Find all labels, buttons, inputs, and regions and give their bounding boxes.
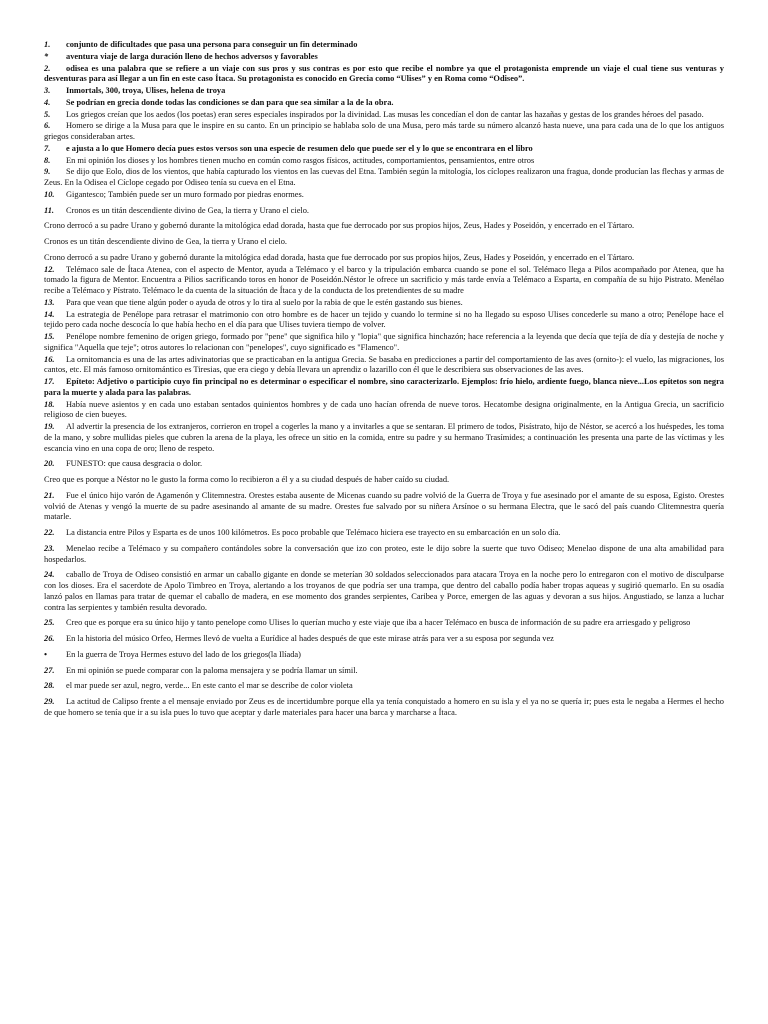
answer-paragraph <box>44 377 724 399</box>
answer-number: 6. <box>44 121 51 131</box>
answer-number: 16. <box>44 354 55 364</box>
answer-paragraph <box>44 681 724 692</box>
answer-number: 3. <box>44 86 51 95</box>
answer-text: FUNESTO: que causa desgracia o dolor. <box>66 459 203 469</box>
answer-text: odisea es una palabra que se refiere a un viaje con sus pros y sus contras es por esto que recibe el nombre ya que el protagonista emprende un viaje el cual tiene sus venturas y desventuras para así llegar a un fin en este caso Ítaca. Su protagonista es conocido en Grecia como “Ulises” y en Roma como “Odiseo”. <box>44 63 724 84</box>
answer-text: Fue el único hijo varón de Agamenón y Clitemnestra. Orestes estaba ausente de Micenas cuando su padre volvió de la Guerra de Troya y fue asesinado por el amante de su esposa, Egisto. Orestes volvió de Atenas y vengó la muerte de su padre asesinando al amante de su madre. Orestes fue salvado por su niñera Arsínoe o su hermana Electra, que le sacó del país cuando Clitemnestra quería matarle. <box>44 490 724 522</box>
answer-text: En la guerra de Troya Hermes estuvo del lado de los griegos(la Ilíada) <box>66 649 301 659</box>
answer-text: Inmortals, 300, troya, Ulises, helena de troya <box>66 86 226 95</box>
answer-paragraph <box>44 64 724 86</box>
answer-number: 19. <box>44 422 55 431</box>
answer-text: Cronos es un titán descendiente divino de Gea, la tierra y Urano el cielo. <box>44 237 288 246</box>
answer-paragraph <box>44 167 724 189</box>
answer-text: En mi opinión los dioses y los hombres tienen mucho en común como rasgos físicos, actitudes, comportamientos, pensamientos, entre otros <box>66 155 535 165</box>
answer-paragraph <box>44 206 724 217</box>
answer-number: 18. <box>44 399 55 409</box>
answer-text: Homero se dirige a la Musa para que le inspire en su canto. En un principio se hablaba solo de una Musa, pero más tarde su número alcanzó hasta nueve, una para cada una de lo que los antiguos griegos consideraban artes. <box>44 121 724 141</box>
answer-paragraph <box>44 459 724 470</box>
answer-text: La estrategia de Penélope para retrasar el matrimonio con otro hombre es de hacer un tejido y cuando lo termine si no ha llegado su esposo Ulises concederle su mano a otro; Penélope hace el tejido pero cada noche descocía lo que había hecho en el día para que Ulises tuviera tiempo de volver. <box>44 309 724 330</box>
answer-text: Al advertir la presencia de los extranjeros, corrieron en tropel a cogerles la mano y a invitarles a que se sentaran. El primero de todos, Pisístrato, hijo de Néstor, se acercó a los huéspedes, les toma de la mano, y sobre mullidas pieles que cubren la arena de la playa, les ofrece un sitio en la comida, entre su padre y su hermano Trasímides; a continuación les presenta una parte de las víctimas y les escancia vino en una copa de oro; lleno de respeto. <box>44 422 724 453</box>
answer-text: Se podrían en grecia donde todas las condiciones se dan para que sea similar a la de la obra. <box>66 97 394 107</box>
answer-text: Crono derrocó a su padre Urano y gobernó durante la mitológica edad dorada, hasta que fue derrocado por sus propios hijos, Zeus, Hades y Poseidón, y encerrado en el Tártaro. <box>44 221 635 231</box>
answer-text: En la historia del músico Orfeo, Hermes llevó de vuelta a Eurídice al hades después de que este mirase atrás para ver a su esposa por segunda vez <box>66 634 554 643</box>
answer-paragraph <box>44 355 724 377</box>
answer-paragraph <box>44 156 724 167</box>
answer-paragraph <box>44 98 724 109</box>
answer-text: Creo que es porque era su único hijo y tanto penelope como Ulises lo querían mucho y este viaje que iba a hacer Telémaco en busca de información de su padre era arriesgado y peligroso <box>66 618 691 628</box>
answer-number: 15. <box>44 332 55 341</box>
answer-number: • <box>44 649 47 659</box>
answer-number: 23. <box>44 543 55 553</box>
answer-number: 25. <box>44 618 55 628</box>
answer-number: 9. <box>44 167 51 177</box>
answer-number: 13. <box>44 297 55 307</box>
answer-number: 14. <box>44 309 55 319</box>
answer-paragraph <box>44 190 724 201</box>
answer-number: 20. <box>44 459 55 469</box>
answer-text: Telémaco sale de Ítaca Atenea, con el aspecto de Mentor, ayuda a Telémaco y el barco y la tripulación embarca cuando se pone el sol. Telémaco llega a Pilos acompañado por Atenea, que ha tomado la figura de Mentor. Encuentra a Pilios sacrificando toros en honor de Poseidón.Néstor le ofrece un sacrificio y más tarde envía a Telémaco a Esparta, en compañía de su hijo Pistrato. Menélao recibe a Telémaco y Pístrato. Telémaco le da cuenta de la situación de Ítaca y de la conducta de los pretendientes de su madre <box>44 264 724 295</box>
answer-number: 17. <box>44 377 55 386</box>
answer-paragraph <box>44 265 724 297</box>
answer-text: aventura viaje de larga duración lleno de hechos adversos y favorables <box>66 51 318 61</box>
answer-text: En mi opinión se puede comparar con la paloma mensajera y se podría llamar un símil. <box>66 665 358 675</box>
answer-number: 2. <box>44 63 51 73</box>
answer-text: La ornitomancia es una de las artes adivinatorias que se practicaban en la antigua Grecia. Se basaba en predicciones a partir del comportamiento de las aves (ornito-): el vuelo, las migraciones, los cantos, etc. El más famoso ornitomántico es Tiresias, que era ciego y debía llevara un aprendiz o lazarillo con él que le describiera sus observaciones de las aves. <box>44 354 724 375</box>
answer-paragraph <box>44 253 724 264</box>
answer-number: 8. <box>44 155 51 165</box>
answer-paragraph <box>44 110 724 121</box>
answer-paragraph <box>44 144 724 155</box>
answer-paragraph <box>44 332 724 354</box>
answer-number: 4. <box>44 97 51 107</box>
answer-number: 22. <box>44 528 55 537</box>
answer-paragraph <box>44 666 724 677</box>
answer-number: 1. <box>44 40 51 49</box>
answer-paragraph <box>44 422 724 454</box>
answer-text: Epíteto: Adjetivo o participio cuyo fin principal no es determinar o especificar el nombre, sino caracterizarlo. Ejemplos: frío hielo, ardiente fuego, blanca nieve...Los epítetos son negra para la muerte y alada para las palabras. <box>44 377 724 397</box>
answer-text: conjunto de dificultades que pasa una persona para conseguir un fin determinado <box>66 40 358 49</box>
answer-text: Se dijo que Eolo, dios de los vientos, que había capturado los vientos en las cuevas del Etna. También según la mitología, los cíclopes realizaron una fragua, donde producían las flechas y armas de Zeus. En la Odisea el Cíclope cegado por Odiseo tenía su cueva en el Etna. <box>44 167 724 187</box>
answer-paragraph <box>44 298 724 309</box>
answer-text: Creo que es porque a Néstor no le gusto la forma como lo recibieron a él y a su ciudad después de haber caído su ciudad. <box>44 475 450 484</box>
answer-paragraph <box>44 86 724 97</box>
answer-text: Los griegos creían que los aedos (los poetas) eran seres especiales inspirados por la divinidad. Las musas les concedían el don de cantar las hazañas y gestas de los grandes héroes del pasado. <box>66 109 704 119</box>
answer-paragraph <box>44 40 724 51</box>
answer-text: Había nueve asientos y en cada uno estaban sentados quinientos hombres y de cada uno hacían ofrenda de nueve toros. Hecatombe designa originalmente, en la Antigua Grecia, un sacrificio religioso de cien bueyes. <box>44 399 724 420</box>
answer-paragraph <box>44 221 724 232</box>
answer-paragraph <box>44 650 724 661</box>
answer-number: 27. <box>44 665 55 675</box>
answer-text: caballo de Troya de Odiseo consistió en armar un caballo gigante en donde se meterían 30 soldados seleccionados para atacara Troya en la noche pero lo entregaron con el motivo de disculparse con los dioses. Era el sacerdote de Apolo Timbreo en Troya, alertando a los troyanos de que podría ser una trampa, que dentro del caballo podía haber tropas aqueas y sugirió quemarlo. En su osadía lanzó palos en llamas para tratar de quemar el caballo de madera, en ese momento dos grandes serpientes, Caribea y Porce, emergen de las aguas y devoran a sus hijos. Angustiado, se lanza a luchar contra las serpientes y también resulta devorado. <box>44 570 724 612</box>
answer-paragraph <box>44 237 724 248</box>
answer-paragraph <box>44 697 724 719</box>
answer-text: e ajusta a lo que Homero decía pues estos versos son una especie de resumen delo que puede ser el y lo que se encontrara en el libro <box>66 143 533 153</box>
answer-number: 26. <box>44 634 55 643</box>
answer-number: 11. <box>44 205 55 215</box>
answer-text: Para que vean que tiene algún poder o ayuda de otros y lo tira al suelo por la rabia de que le estén gastando sus bienes. <box>66 297 463 307</box>
answer-number: 28. <box>44 681 55 691</box>
answer-paragraph <box>44 310 724 332</box>
answer-text: Gigantesco; También puede ser un muro formado por piedras enormes. <box>66 189 304 199</box>
answer-number: 21. <box>44 490 55 500</box>
answer-paragraph <box>44 544 724 566</box>
answer-paragraph <box>44 618 724 629</box>
answer-paragraph <box>44 570 724 613</box>
answer-paragraph <box>44 400 724 422</box>
answer-text: Menelao recibe a Telémaco y su compañero contándoles sobre la conversación que izo con proteo, este le dijo sobre la suerte que tuvo Odiseo; Menelao dispone de una alta amabilidad para hospedarlos. <box>44 543 724 564</box>
answer-number: 29. <box>44 697 55 706</box>
answer-number: * <box>44 51 49 61</box>
answer-text: La distancia entre Pilos y Esparta es de unos 100 kilómetros. Es poco probable que Telémaco hiciera ese trayecto en su embarcación en un solo día. <box>66 528 561 537</box>
question-answer-list <box>44 40 724 719</box>
answer-text: Penélope nombre femenino de origen griego, formado por "pene" que significa hilo y "lopia" que significa hinchazón; hace referencia a la leyenda que decía que tejía de día y destejía de noche y significa "Aquella que teje"; otros autores lo relacionan con "penelopes", cuyo significado es "Flamenco". <box>44 332 724 352</box>
answer-number: 12. <box>44 264 55 274</box>
answer-paragraph <box>44 475 724 486</box>
answer-number: 5. <box>44 109 51 119</box>
answer-text: Crono derrocó a su padre Urano y gobernó durante la mitológica edad dorada, hasta que fue derrocado por sus propios hijos, Zeus, Hades y Poseidón, y encerrado en el Tártaro. <box>44 252 635 262</box>
answer-paragraph <box>44 491 724 523</box>
answer-text: Cronos es un titán descendiente divino de Gea, la tierra y Urano el cielo. <box>66 205 310 215</box>
answer-paragraph <box>44 121 724 143</box>
answer-text: La actitud de Calipso frente a el mensaje enviado por Zeus es de incertidumbre porque ella ya tenía conquistado a homero en su isla y el ya no se quería ir; pues esta le negaba a Hermes el hecho de que homero se tenía que ir a su isla pues lo tuvo que aceptar y darle materiales para hacer una barca y marcharse a Ítaca. <box>44 697 724 717</box>
answer-number: 7. <box>44 143 51 153</box>
answer-number: 24. <box>44 570 55 580</box>
answer-number: 10. <box>44 189 55 199</box>
answer-text: el mar puede ser azul, negro, verde... En este canto el mar se describe de color violeta <box>66 681 353 691</box>
answer-paragraph <box>44 528 724 539</box>
answer-paragraph <box>44 52 724 63</box>
answer-paragraph <box>44 634 724 645</box>
